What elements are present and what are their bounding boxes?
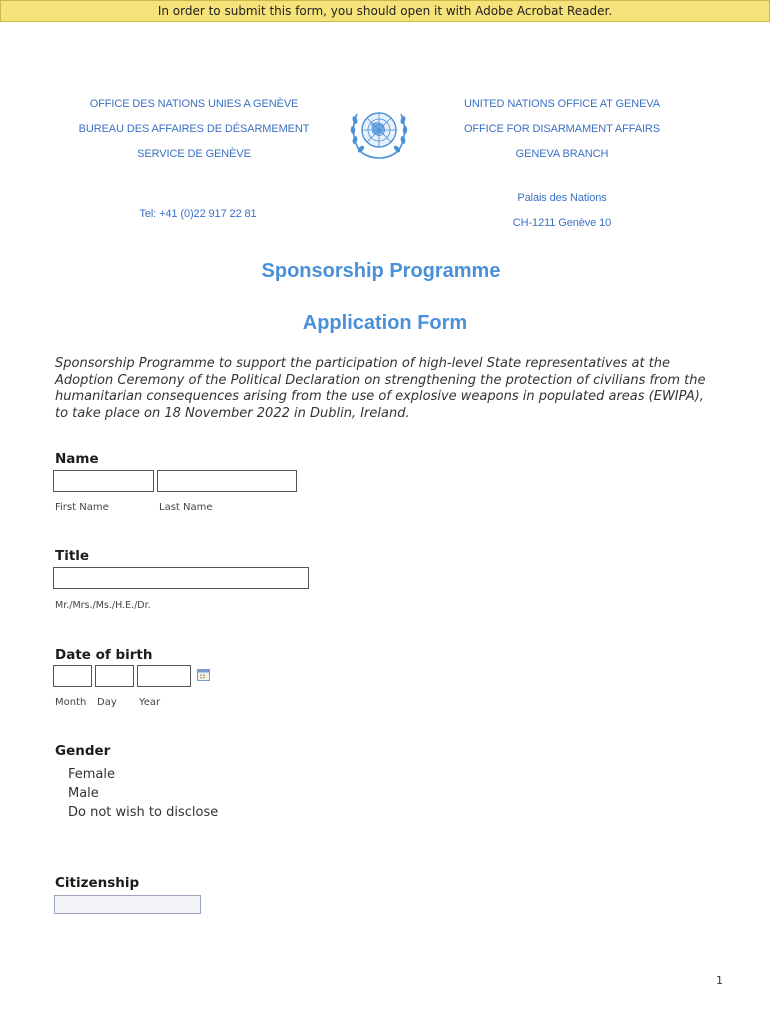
page-number: 1 <box>716 974 723 987</box>
acrobat-notice-banner: In order to submit this form, you should open it with Adobe Acrobat Reader. <box>0 0 770 22</box>
gender-option-male[interactable]: Male <box>68 786 99 801</box>
citizenship-label: Citizenship <box>55 875 140 891</box>
last-name-hint: Last Name <box>159 502 213 513</box>
citizenship-dropdown[interactable] <box>54 895 201 914</box>
header-right-line-3: GENEVA BRANCH <box>515 148 609 160</box>
dob-day-input[interactable] <box>95 665 134 687</box>
gender-label: Gender <box>55 743 111 759</box>
dob-month-hint: Month <box>55 697 87 708</box>
gender-option-female[interactable]: Female <box>68 767 116 782</box>
title-input[interactable] <box>53 567 309 589</box>
dob-label: Date of birth <box>55 647 153 663</box>
dob-year-input[interactable] <box>137 665 191 687</box>
first-name-hint: First Name <box>55 502 109 513</box>
header-right-line-2: OFFICE FOR DISARMAMENT AFFAIRS <box>463 123 661 135</box>
header-right-line-1: UNITED NATIONS OFFICE AT GENEVA <box>464 98 660 110</box>
gender-option-undisclosed[interactable]: Do not wish to disclose <box>68 805 219 820</box>
page-subtitle: Application Form <box>302 312 468 334</box>
header-tel: Tel: +41 (0)22 917 22 81 <box>139 208 257 220</box>
dob-year-hint: Year <box>139 697 161 708</box>
dob-month-input[interactable] <box>53 665 92 687</box>
un-emblem-icon <box>347 104 411 160</box>
calendar-icon[interactable] <box>197 669 210 681</box>
title-hint: Mr./Mrs./Ms./H.E./Dr. <box>55 600 151 611</box>
page-title: Sponsorship Programme <box>261 260 501 282</box>
header-address-line-2: CH-1211 Genève 10 <box>512 217 612 229</box>
header-left-line-2: BUREAU DES AFFAIRES DE DÉSARMEMENT <box>78 123 310 135</box>
name-label: Name <box>55 451 99 467</box>
first-name-input[interactable] <box>53 470 154 492</box>
header-left-line-1: OFFICE DES NATIONS UNIES A GENÈVE <box>89 98 299 110</box>
intro-paragraph: Sponsorship Programme to support the participation of high-level State representatives at the Adoption Ceremony of the Political Declaration on strengthening the protection of civilians from the humanitarian consequences arising from the use of explosive weapons in populated areas (EWIPA), to take place on 18 November 2022 in Dublin, Ireland. <box>55 356 706 421</box>
header-left-line-3: SERVICE DE GENÈVE <box>137 148 251 160</box>
header-address-line-1: Palais des Nations <box>517 192 607 204</box>
title-label: Title <box>55 548 90 564</box>
last-name-input[interactable] <box>157 470 297 492</box>
dob-day-hint: Day <box>97 697 117 708</box>
